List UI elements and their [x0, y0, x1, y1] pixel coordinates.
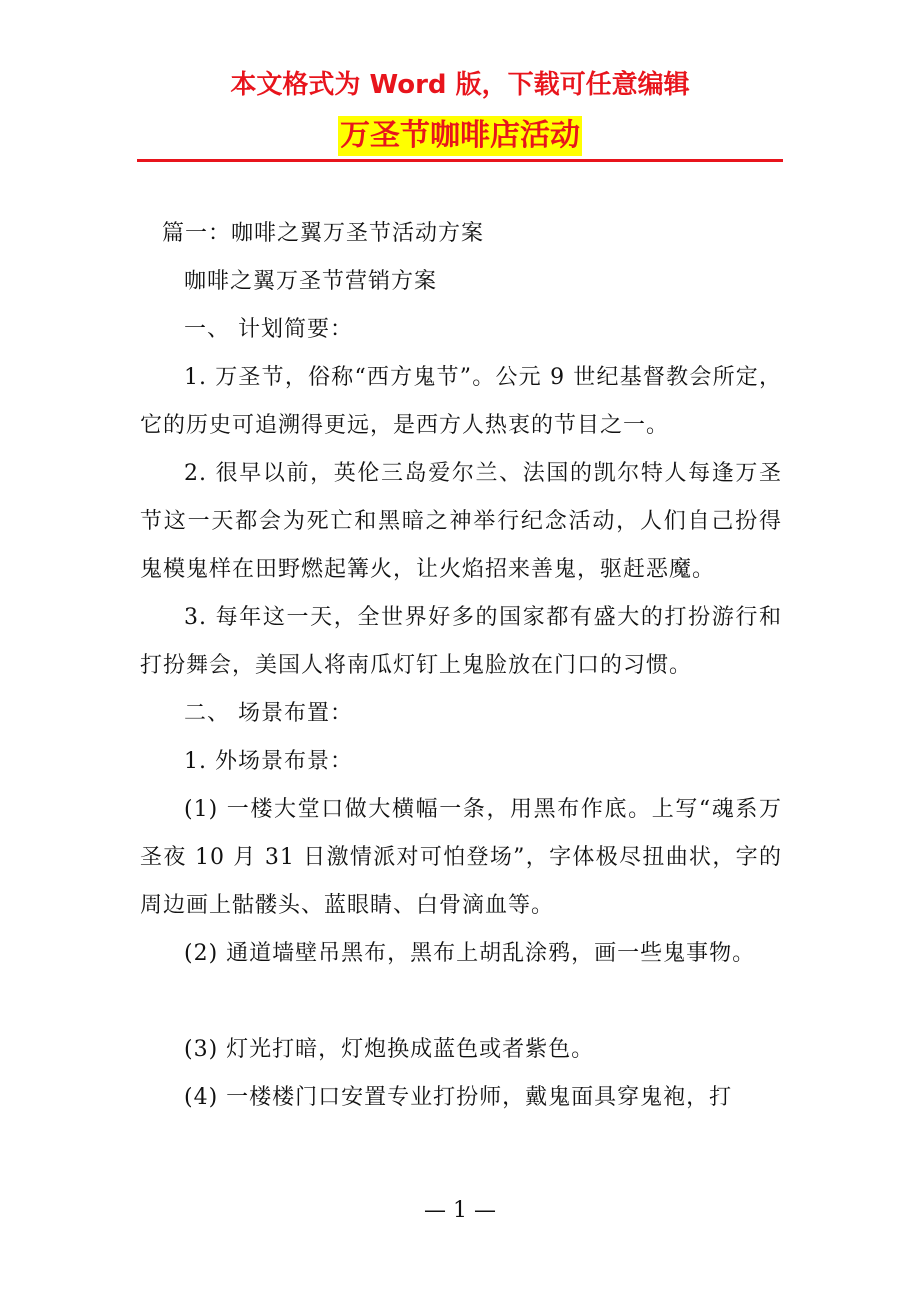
- list-item: (2) 通道墙壁吊黑布，黑布上胡乱涂鸦，画一些鬼事物。: [184, 941, 756, 966]
- title-container: [0, 116, 920, 156]
- section-heading: 篇一：咖啡之翼万圣节活动方案: [162, 221, 485, 246]
- plan-title: 咖啡之翼万圣节营销方案: [184, 269, 438, 294]
- paragraph: 3. 每年这一天，全世界好多的国家都有盛大的打扮游行和打扮舞会，美国人将南瓜灯钉上鬼脸放在门口的习惯。: [140, 605, 782, 678]
- subheading-scene-layout: 二、 场景布置：: [184, 701, 353, 726]
- format-notice: 本文格式为 Word 版，下载可任意编辑: [230, 70, 690, 100]
- subheading-plan-summary: 一、 计划简要：: [184, 317, 353, 342]
- page-number: — 1 —: [424, 1198, 496, 1223]
- paragraph: 2. 很早以前，英伦三岛爱尔兰、法国的凯尔特人每逢万圣节这一天都会为死亡和黑暗之神举行纪念活动，人们自己扮得鬼模鬼样在田野燃起篝火，让火焰招来善鬼，驱赶恶魔。: [140, 461, 782, 582]
- document-title: 万圣节咖啡店活动: [338, 116, 582, 156]
- subheading-outdoor: 1. 外场景布景：: [184, 749, 353, 774]
- list-item: (1) 一楼大堂口做大横幅一条，用黑布作底。上写“魂系万圣夜 10 月 31 日激情派对可怕登场”，字体极尽扭曲状，字的周边画上骷髅头、蓝眼睛、白骨滴血等。: [140, 797, 782, 918]
- document-body: [140, 210, 782, 1122]
- list-item: (4) 一楼楼门口安置专业打扮师，戴鬼面具穿鬼袍，打: [184, 1085, 733, 1110]
- paragraph: 1. 万圣节，俗称“西方鬼节”。公元 9 世纪基督教会所定，它的历史可追溯得更远，是西方人热衷的节目之一。: [140, 365, 782, 438]
- title-divider: [137, 159, 783, 162]
- list-item: (3) 灯光打暗，灯炮换成蓝色或者紫色。: [184, 1037, 595, 1062]
